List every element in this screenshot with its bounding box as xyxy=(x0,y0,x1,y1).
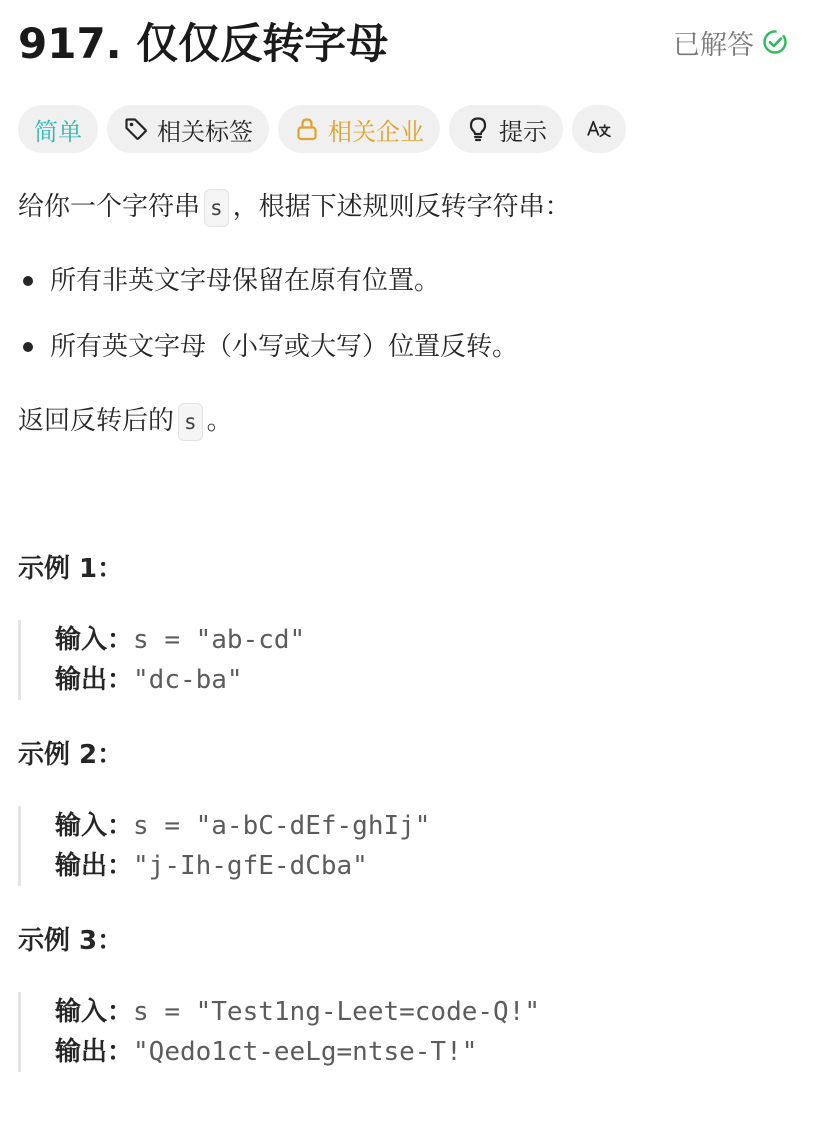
return-text-before: 返回反转后的 xyxy=(18,406,175,436)
rule-text: 所有英文字母（小写或大写）位置反转。 xyxy=(50,332,519,362)
rule-item-2 xyxy=(18,327,518,367)
example-1-box xyxy=(18,620,305,700)
bullet-dot xyxy=(23,276,33,286)
lock-icon xyxy=(294,116,320,142)
topics-tag-button[interactable] xyxy=(107,105,269,153)
hint-button[interactable] xyxy=(449,105,563,153)
example-3-input xyxy=(55,992,540,1032)
companies-tag-button[interactable] xyxy=(278,105,440,153)
example-1-title: 示例 1： xyxy=(18,554,124,584)
example-1-output xyxy=(55,660,305,700)
companies-label: 相关企业 xyxy=(328,117,424,146)
difficulty-badge xyxy=(18,105,98,153)
output-value: "Qedo1ct-eeLg=ntse-T!" xyxy=(133,1037,478,1067)
input-value: s = "ab-cd" xyxy=(133,625,306,655)
example-3-output xyxy=(55,1032,540,1072)
output-label: 输出： xyxy=(55,1037,134,1067)
problem-title[interactable]: 917. 仅仅反转字母 xyxy=(18,19,389,68)
example-2-output xyxy=(55,846,430,886)
bullet-dot xyxy=(23,342,33,352)
example-2-box xyxy=(18,806,430,886)
description-intro xyxy=(18,187,571,227)
input-value: s = "a-bC-dEf-ghIj" xyxy=(133,811,431,841)
intro-text-after: ，根据下述规则反转字符串： xyxy=(232,192,571,222)
example-3-title: 示例 3： xyxy=(18,926,124,956)
lightbulb-icon xyxy=(465,116,491,142)
output-label: 输出： xyxy=(55,665,134,695)
solved-label: 已解答 xyxy=(673,29,754,61)
output-value: "j-Ih-gfE-dCba" xyxy=(133,851,368,881)
solved-status xyxy=(673,26,788,61)
description-return xyxy=(18,401,233,441)
check-circle-icon xyxy=(762,29,788,55)
topics-label: 相关标签 xyxy=(157,117,253,146)
tag-icon xyxy=(123,116,149,142)
rule-item-1 xyxy=(18,261,440,301)
problem-header xyxy=(18,14,800,74)
example-1-input xyxy=(55,620,305,660)
inline-code-s: s xyxy=(178,403,203,441)
output-value: "dc-ba" xyxy=(133,665,243,695)
hint-label: 提示 xyxy=(499,117,547,146)
return-text-after: 。 xyxy=(206,406,233,436)
input-label: 输入： xyxy=(55,811,134,841)
input-value: s = "Test1ng-Leet=code-Q!" xyxy=(133,997,541,1027)
difficulty-label: 简单 xyxy=(34,117,82,146)
tag-row xyxy=(18,105,626,153)
input-label: 输入： xyxy=(55,625,134,655)
example-2-input xyxy=(55,806,430,846)
input-label: 输入： xyxy=(55,997,134,1027)
intro-text-before: 给你一个字符串 xyxy=(18,192,201,222)
example-3-box xyxy=(18,992,540,1072)
example-2-title: 示例 2： xyxy=(18,740,124,770)
translate-icon xyxy=(586,116,612,142)
translate-button[interactable] xyxy=(572,105,626,153)
inline-code-s: s xyxy=(204,189,229,227)
rule-text: 所有非英文字母保留在原有位置。 xyxy=(50,266,441,296)
output-label: 输出： xyxy=(55,851,134,881)
